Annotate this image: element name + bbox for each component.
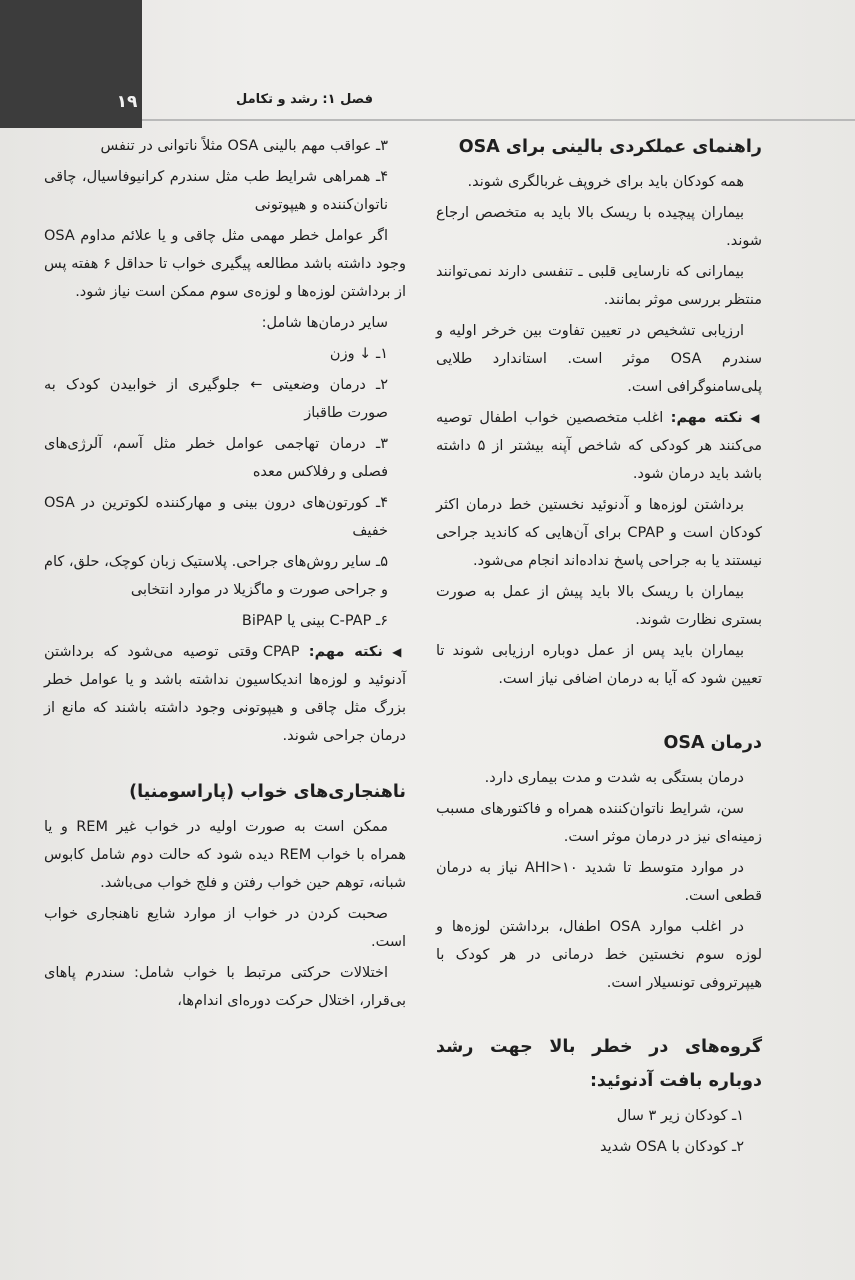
treatment-paragraph: درمان بستگی به شدت و مدت بیماری دارد. — [484, 770, 744, 786]
important-note — [436, 404, 762, 488]
list-item: ۱ـ ↓ وزن — [329, 346, 388, 362]
treatment-paragraph: در اغلب موارد OSA اطفال، برداشتن لوزه‌ها و لوزه سوم نخستین خط درمانی در هر کودک با هیپرتروفی تونسیلار است. — [436, 919, 762, 991]
parasomnia-paragraph: ممکن است به صورت اولیه در خواب غیر REM و یا همراه با خواب REM دیده شود که حالت دوم شامل کابوس شبانه، توهم حین خواب رفتن و فلج خواب می‌باشد. — [44, 819, 407, 891]
list-item: ۲ـ درمان وضعیتی ← جلوگیری از خوابیدن کودک به صورت طاقباز — [44, 377, 388, 421]
guide-paragraph: بیمارانی که نارسایی قلبی ـ تنفسی دارند نمی‌توانند منتظر بررسی موثر بمانند. — [436, 264, 762, 308]
parasomnia-heading: ناهنجاری‌های خواب (پاراسومنیا) — [129, 782, 406, 802]
parasomnia-paragraph: اختلالات حرکتی مرتبط با خواب شامل: سندرم پاهای بی‌قرار، اختلال حرکت دوره‌ای اندام‌ها، — [44, 965, 406, 1009]
list-item: ۶ـ C-PAP بینی یا BiPAP — [241, 613, 388, 629]
risk-groups-heading: گروه‌های در خطر بالا جهت رشد دوباره بافت آدنوئید: — [436, 1037, 762, 1091]
list-item: ۴ـ کورتون‌های درون بینی و مهارکننده لکوترین در OSA خفیف — [44, 495, 388, 539]
guide-paragraph: بیماران پیچیده با ریسک بالا باید به متخصص ارجاع شوند. — [436, 205, 762, 249]
treatment-heading: درمان OSA — [663, 733, 762, 753]
running-head: فصل ۱: رشد و تکامل — [236, 92, 373, 107]
note-label: نکته مهم: — [670, 410, 743, 426]
list-item: ۵ـ سایر روش‌های جراحی. پلاستیک زبان کوچک، حلق، کام و جراحی صورت و ماگزیلا در موارد انتخابی — [44, 554, 388, 598]
header-divider — [142, 119, 855, 121]
guide-paragraph: بیماران باید پس از عمل دوباره ارزیابی شوند تا تعیین شود که آیا به درمان اضافی نیاز است. — [436, 643, 762, 687]
note-text: CPAP وقتی توصیه می‌شود که برداشتن آدنوئید و لوزه‌ها اندیکاسیون نداشته باشد و یا عوامل خطر بزرگ مثل چاقی و هیپوتونی وجود داشته باشند که مانع از درمان جراحی شوند. — [44, 644, 406, 744]
page-number: ۱۹ — [116, 92, 138, 112]
body-paragraph: اگر عوامل خطر مهمی مثل چاقی و یا علائم مداوم OSA وجود داشته باشد مطالعه پیگیری خواب تا حداقل ۶ هفته پس از برداشتن لوزه‌ها و لوزه‌ی سوم ممکن است نیاز شود. — [44, 228, 406, 300]
note-label: نکته مهم: — [308, 644, 383, 660]
right-column — [436, 130, 762, 1164]
parasomnia-paragraph: صحبت کردن در خواب از موارد شایع ناهنجاری خواب است. — [44, 906, 406, 950]
arrow-bullet-icon: ◀ — [750, 411, 763, 425]
list-item: ۲ـ کودکان با OSA شدید — [600, 1139, 744, 1155]
important-note — [44, 638, 406, 750]
list-item: ۳ـ عواقب مهم بالینی OSA مثلاً ناتوانی در تنفس — [100, 138, 388, 154]
list-item: ۱ـ کودکان زیر ۳ سال — [616, 1108, 744, 1124]
list-item: ۴ـ همراهی شرایط طب مثل سندرم کرانیوفاسیال، چاقی ناتوان‌کننده و هیپوتونی — [44, 169, 388, 213]
guide-heading: راهنمای عملکردی بالینی برای OSA — [458, 137, 762, 157]
note-text: اغلب متخصصین خواب اطفال توصیه می‌کنند هر کودکی که شاخص آپنه بیشتر از ۵ داشته باشد باید درمان شود. — [436, 410, 762, 482]
list-item: ۳ـ درمان تهاجمی عوامل خطر مثل آسم، آلرژی‌های فصلی و رفلاکس معده — [44, 436, 388, 480]
treatment-paragraph: در موارد متوسط تا شدید AHI>۱۰ نیاز به درمان قطعی است. — [436, 860, 762, 904]
guide-paragraph: برداشتن لوزه‌ها و آدنوئید نخستین خط درمان اکثر کودکان است و CPAP برای آن‌هایی که کاندید جراحی نیستند یا به جراحی پاسخ نداده‌اند انجام می‌شود. — [436, 497, 762, 569]
other-treatments-intro: سایر درمان‌ها شامل: — [261, 315, 388, 331]
treatment-paragraph: سن، شرایط ناتوان‌کننده همراه و فاکتورهای مسبب زمینه‌ای نیز در درمان موثر است. — [436, 801, 762, 845]
left-column — [44, 132, 406, 1018]
page-corner-tab — [0, 0, 142, 128]
guide-paragraph: همه کودکان باید برای خروپف غربالگری شوند. — [467, 174, 744, 190]
guide-paragraph: ارزیابی تشخیص در تعیین تفاوت بین خرخر اولیه و سندرم OSA موثر است. استاندارد طلایی پلی‌سامنوگرافی است. — [436, 323, 762, 395]
arrow-bullet-icon: ◀ — [392, 645, 407, 659]
guide-paragraph: بیماران با ریسک بالا باید پیش از عمل به صورت بستری نظارت شوند. — [436, 584, 762, 628]
